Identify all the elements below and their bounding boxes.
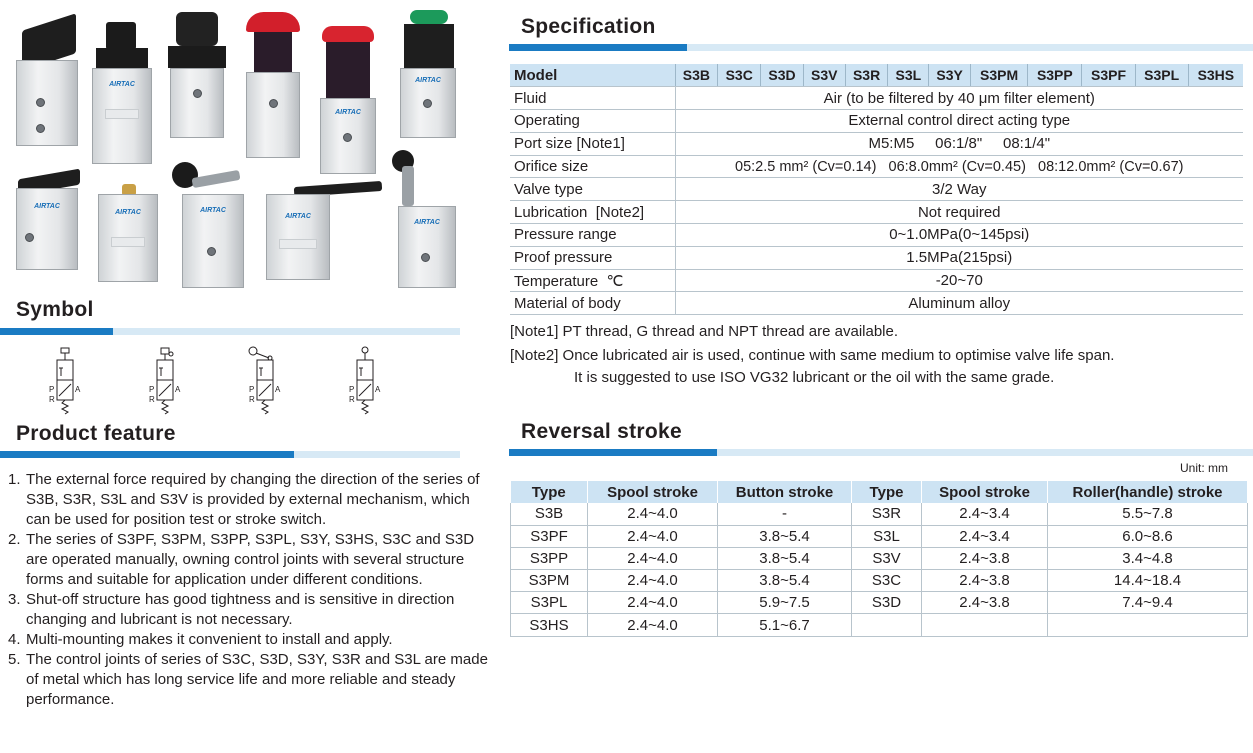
- stroke-header-cell: Spool stroke: [588, 481, 718, 503]
- valve-photo-mushroom-red: [244, 10, 304, 160]
- feature-item: [8, 630, 488, 650]
- spec-label: Operating: [510, 110, 675, 133]
- brand-text: AIRTAC: [415, 77, 441, 84]
- spec-value: 3/2 Way: [675, 178, 1243, 201]
- table-cell: 2.4~4.0: [588, 570, 718, 592]
- table-cell: [922, 614, 1048, 636]
- feature-text: Shut-off structure has good tightness and is sensitive in direction changing and lubricant is not necessary.: [26, 591, 455, 628]
- table-cell: S3B: [511, 503, 588, 525]
- table-row: [511, 592, 1248, 614]
- symbol-roller-lever: [245, 346, 295, 416]
- table-cell: 6.0~8.6: [1048, 525, 1248, 547]
- table-cell: 2.4~3.8: [922, 592, 1048, 614]
- reversal-heading: Reversal stroke: [521, 420, 682, 443]
- spec-header-row: [510, 64, 1243, 87]
- table-cell: 3.8~5.4: [718, 570, 852, 592]
- spec-model-cell: S3B: [675, 64, 718, 87]
- table-cell: 2.4~3.8: [922, 547, 1048, 569]
- table-cell: 2.4~4.0: [588, 525, 718, 547]
- reversal-heading-bar: [509, 449, 1253, 456]
- reversal-stroke-table: [510, 481, 1248, 637]
- feature-heading: Product feature: [16, 422, 176, 445]
- spec-model-cell: S3PF: [1082, 64, 1135, 87]
- feature-item: [8, 530, 488, 590]
- spec-row: [510, 132, 1243, 155]
- feature-list: [8, 470, 488, 710]
- valve-photo-push-black: [168, 10, 228, 140]
- feature-text: The external force required by changing the direction of the series of S3B, S3R, S3L and S3V is provided by external mechanism, which can be used for position test or stroke switch.: [26, 471, 480, 528]
- feature-number: 1.: [8, 471, 21, 488]
- spec-label: Material of body: [510, 292, 675, 315]
- valve-photo-roller-lever: [172, 160, 250, 290]
- table-cell: S3PL: [511, 592, 588, 614]
- table-cell: 5.5~7.8: [1048, 503, 1248, 525]
- table-cell: 2.4~4.0: [588, 592, 718, 614]
- note-2-continued: It is suggested to use ISO VG32 lubricant or the oil with the same grade.: [574, 369, 1055, 386]
- stroke-header-cell: Roller(handle) stroke: [1048, 481, 1248, 503]
- spec-row: [510, 246, 1243, 269]
- table-cell: 5.1~6.7: [718, 614, 852, 636]
- table-cell: S3D: [852, 592, 922, 614]
- feature-item: [8, 470, 488, 530]
- feature-item: [8, 650, 488, 710]
- valve-photo-roller-arm: [392, 150, 462, 290]
- symbol-heading-bar: [0, 328, 460, 335]
- spec-value: Aluminum alloy: [675, 292, 1243, 315]
- spec-row: [510, 87, 1243, 110]
- spec-value: 0~1.0MPa(0~145psi): [675, 224, 1243, 247]
- spec-row: [510, 110, 1243, 133]
- spec-row: [510, 155, 1243, 178]
- feature-text: The control joints of series of S3C, S3D, S3Y, S3R and S3L are made of metal which has long service life and more reliable and steady performance.: [26, 651, 488, 708]
- table-cell: S3C: [852, 570, 922, 592]
- spec-value: External control direct acting type: [675, 110, 1243, 133]
- spec-value: M5:M5 06:1/8" 08:1/4": [675, 132, 1243, 155]
- valve-photo-rotary: [92, 16, 156, 166]
- symbol-letter-a: A: [275, 385, 281, 394]
- specification-heading-bar: [509, 44, 1253, 51]
- table-row: [511, 547, 1248, 569]
- feature-number: 3.: [8, 591, 21, 608]
- stroke-header-cell: Type: [511, 481, 588, 503]
- specification-table: [510, 64, 1243, 315]
- feature-text: Multi-mounting makes it convenient to install and apply.: [26, 631, 393, 648]
- table-cell: 2.4~4.0: [588, 503, 718, 525]
- symbol-letter-a: A: [175, 385, 181, 394]
- table-cell: 3.4~4.8: [1048, 547, 1248, 569]
- table-row: [511, 614, 1248, 636]
- spec-model-cell: S3PL: [1135, 64, 1188, 87]
- spec-value: Air (to be filtered by 40 μm filter element): [675, 87, 1243, 110]
- brand-text: AIRTAC: [109, 81, 135, 88]
- symbol-letter-r: R: [349, 395, 355, 404]
- spec-model-cell: S3L: [888, 64, 929, 87]
- feature-number: 2.: [8, 531, 21, 548]
- table-cell: [1048, 614, 1248, 636]
- table-row: [511, 525, 1248, 547]
- valve-photo-plunger: [96, 184, 162, 284]
- table-cell: 2.4~4.0: [588, 614, 718, 636]
- table-cell: 14.4~18.4: [1048, 570, 1248, 592]
- symbol-heading: Symbol: [16, 298, 94, 321]
- symbol-rotary-knob: [145, 346, 195, 416]
- spec-label: Fluid: [510, 87, 675, 110]
- symbol-roller-plunger: [345, 346, 395, 416]
- brand-text: AIRTAC: [335, 109, 361, 116]
- symbol-letter-a: A: [75, 385, 81, 394]
- table-cell: 2.4~3.4: [922, 525, 1048, 547]
- brand-text: AIRTAC: [414, 219, 440, 226]
- unit-label: Unit: mm: [1180, 461, 1228, 475]
- brand-text: AIRTAC: [200, 207, 226, 214]
- table-cell: 2.4~3.4: [922, 503, 1048, 525]
- table-cell: -: [718, 503, 852, 525]
- feature-heading-bar: [0, 451, 460, 458]
- spec-model-cell: S3D: [761, 64, 804, 87]
- symbol-letter-p: P: [149, 385, 155, 394]
- symbol-push-button: [45, 346, 95, 416]
- brand-text: AIRTAC: [34, 203, 60, 210]
- spec-row: [510, 224, 1243, 247]
- spec-label: Temperature ℃: [510, 269, 675, 292]
- spec-notes: [510, 320, 1250, 390]
- brand-text: AIRTAC: [285, 213, 311, 220]
- table-cell: S3L: [852, 525, 922, 547]
- spec-label: Pressure range: [510, 224, 675, 247]
- table-cell: S3PM: [511, 570, 588, 592]
- spec-row: [510, 269, 1243, 292]
- note-1: [Note1] PT thread, G thread and NPT thread are available.: [510, 323, 899, 340]
- spec-row: [510, 292, 1243, 315]
- valve-photo-lever-short: [14, 172, 82, 272]
- valve-photo-button-red: [318, 26, 380, 176]
- stroke-header-cell: Spool stroke: [922, 481, 1048, 503]
- table-cell: S3PP: [511, 547, 588, 569]
- spec-label: Lubrication [Note2]: [510, 201, 675, 224]
- table-cell: 2.4~4.0: [588, 547, 718, 569]
- symbol-letter-r: R: [49, 395, 55, 404]
- feature-text: The series of S3PF, S3PM, S3PP, S3PL, S3Y, S3HS, S3C and S3D are operated manually, owning control joints with several structure forms and suitable for application under different conditions.: [26, 531, 475, 588]
- brand-text: AIRTAC: [115, 209, 141, 216]
- spec-label: Valve type: [510, 178, 675, 201]
- symbol-letter-p: P: [349, 385, 355, 394]
- table-cell: S3V: [852, 547, 922, 569]
- table-cell: 5.9~7.5: [718, 592, 852, 614]
- symbol-letter-a: A: [375, 385, 381, 394]
- valve-photo-long-lever: [264, 184, 382, 284]
- spec-model-label: Model: [510, 64, 675, 87]
- spec-value: 05:2.5 mm² (Cv=0.14) 06:8.0mm² (Cv=0.45) 08:12.0mm² (Cv=0.67): [675, 155, 1243, 178]
- table-cell: 3.8~5.4: [718, 525, 852, 547]
- spec-value: -20~70: [675, 269, 1243, 292]
- spec-value: Not required: [675, 201, 1243, 224]
- spec-model-cell: S3C: [718, 64, 761, 87]
- spec-model-cell: S3V: [803, 64, 845, 87]
- spec-label: Proof pressure: [510, 246, 675, 269]
- spec-row: [510, 178, 1243, 201]
- spec-label: Port size [Note1]: [510, 132, 675, 155]
- table-row: [511, 570, 1248, 592]
- table-cell: 3.8~5.4: [718, 547, 852, 569]
- table-cell: S3HS: [511, 614, 588, 636]
- table-cell: 2.4~3.8: [922, 570, 1048, 592]
- feature-number: 4.: [8, 631, 21, 648]
- feature-number: 5.: [8, 651, 21, 668]
- symbol-letter-p: P: [49, 385, 55, 394]
- feature-item: [8, 590, 488, 630]
- valve-photo-button-green: [398, 10, 460, 140]
- spec-model-cell: S3R: [845, 64, 888, 87]
- symbol-letter-p: P: [249, 385, 255, 394]
- table-cell: S3R: [852, 503, 922, 525]
- spec-model-cell: S3Y: [929, 64, 971, 87]
- spec-value: 1.5MPa(215psi): [675, 246, 1243, 269]
- specification-heading: Specification: [521, 15, 656, 38]
- spec-model-cell: S3PP: [1028, 64, 1082, 87]
- valve-photo-toggle: [14, 18, 84, 148]
- note-2: [Note2] Once lubricated air is used, continue with same medium to optimise valve life span.: [510, 347, 1115, 364]
- stroke-header-cell: Button stroke: [718, 481, 852, 503]
- table-cell: [852, 614, 922, 636]
- spec-model-cell: S3HS: [1188, 64, 1243, 87]
- symbol-letter-r: R: [249, 395, 255, 404]
- stroke-header-cell: Type: [852, 481, 922, 503]
- stroke-header-row: [511, 481, 1248, 503]
- symbol-letter-r: R: [149, 395, 155, 404]
- spec-label: Orifice size: [510, 155, 675, 178]
- table-cell: S3PF: [511, 525, 588, 547]
- product-photos: [0, 0, 470, 295]
- spec-row: [510, 201, 1243, 224]
- table-cell: 7.4~9.4: [1048, 592, 1248, 614]
- table-row: [511, 503, 1248, 525]
- spec-model-cell: S3PM: [970, 64, 1027, 87]
